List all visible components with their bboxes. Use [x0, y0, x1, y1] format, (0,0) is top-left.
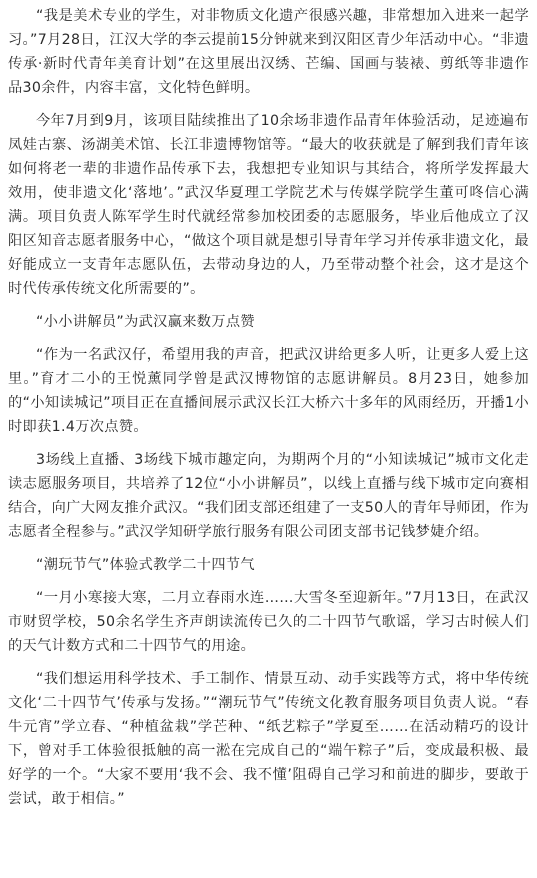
- paragraph-intro: “我是美术专业的学生，对非物质文化遗产很感兴趣，非常想加入进来一起学习。”7月28日，江汉大学的李云提前15分钟就来到汉阳区青少年活动中心。“非遗传承·新时代青年美育计划”在这里展出汉绣、芒编、国画与装裱、剪纸等非遗作品30余件，内容丰富，文化特色鲜明。: [8, 8, 529, 96]
- paragraph-solar-terms-reading: “一月小寒接大寒，二月立春雨水连……大雪冬至迎新年。”7月13日，在武汉市财贸学校，50余名学生齐声朗读流传已久的二十四节气歌谣，学习古时候人们的天气计数方式和二十四节气的用途。: [8, 590, 529, 654]
- paragraph-project-overview: 今年7月到9月，该项目陆续推出了10余场非遗作品青年体验活动，足迹遍布凤娃古寨、汤湖美术馆、长江非遗博物馆等。“最大的收获就是了解到我们青年该如何将老一辈的非遗作品传承下去，我想把专业知识与其结合，将所学发挥最大效用，使非遗文化‘落地’。”武汉华夏理工学院艺术与传媒学院学生董可咚信心满满。项目负责人陈军学生时代就经常参加校团委的志愿服务，毕业后他成立了汉阳区知音志愿者服务中心，“做这个项目就是想引导青年学习并传承非遗文化，最好能成立一支青年志愿队伍，去带动身边的人，乃至带动整个社会，这才是这个时代传承传统文化所需要的”。: [8, 113, 529, 297]
- paragraph-reading-city-project: 3场线上直播、3场线下城市趣定向，为期两个月的“小知读城记”城市文化走读志愿服务项目，共培养了12位“小小讲解员”，以线上直播与线下城市定向赛相结合，向广大网友推介武汉。“我们团支部还组建了一支50人的青年导师团，作为志愿者全程参与。”武汉学知研学旅行服务有限公司团支部书记钱梦婕介绍。: [8, 452, 529, 540]
- paragraph-solar-terms-project: “我们想运用科学技术、手工制作、情景互动、动手实践等方式，将中华传统文化‘二十四节气’传承与发扬。”“潮玩节气”传统文化教育服务项目负责人说。“春牛元宵”学立春、“种植盆栽”学芒种、“纸艺粽子”学夏至……在活动精巧的设计下，曾对手工体验很抵触的高一淞在完成自己的“端午粽子”后，变成最积极、最好学的一个。“大家不要用‘我不会、我不懂’阻碍自己学习和前进的脚步，要敢于尝试，敢于相信。”: [8, 671, 529, 807]
- paragraph-little-guide-story: “作为一名武汉仔，希望用我的声音，把武汉讲给更多人听，让更多人爱上这里。”育才二小的王悦薰同学曾是武汉博物馆的志愿讲解员。8月23日，她参加的“小知读城记”项目正在直播间展示武汉长江大桥六十多年的风雨经历，开播1小时即获1.4万次点赞。: [8, 347, 529, 435]
- section-heading-little-guides: “小小讲解员”为武汉赢来数万点赞: [36, 314, 255, 330]
- section-heading-solar-terms: “潮玩节气”体验式教学二十四节气: [36, 557, 255, 573]
